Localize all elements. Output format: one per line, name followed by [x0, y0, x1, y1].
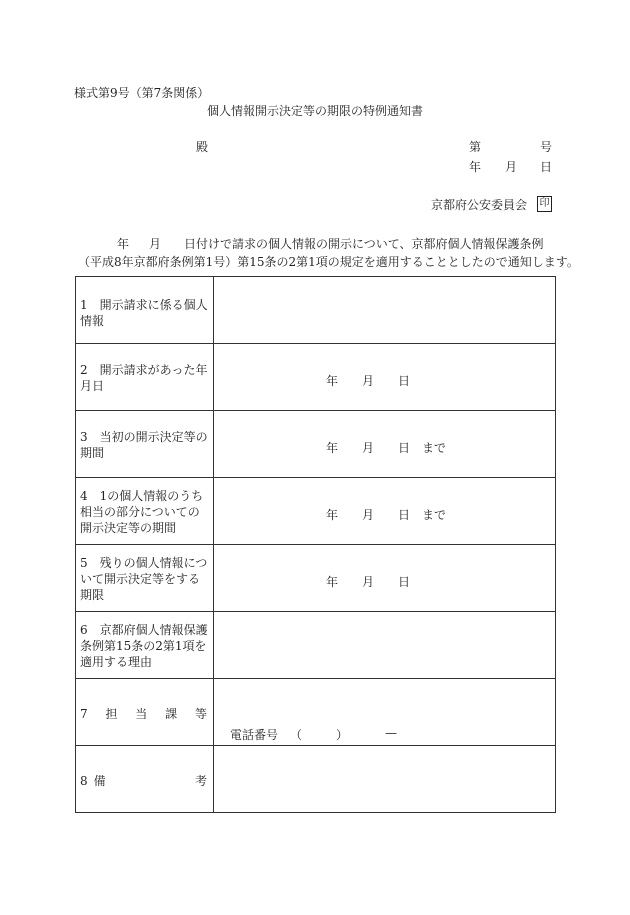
table-row	[76, 411, 556, 478]
label-text: 1の個人情報のうち相当の部分についての開示決定等の期間	[80, 489, 204, 535]
date-day: 日	[540, 160, 553, 174]
number-suffix: 号	[540, 140, 553, 154]
row-label: 6 京都府個人情報保護条例第15条の2第1項を適用する理由	[76, 612, 214, 679]
value-cell[interactable]: 電話番号 （ ） —	[214, 679, 556, 746]
number-prefix: 第	[469, 140, 482, 154]
row-label: 5 残りの個人情報について開示決定等をする期限	[76, 545, 214, 612]
label-text: 当初の開示決定等の期間	[80, 430, 208, 460]
label-text: 開示請求に係る個人情報	[80, 298, 208, 328]
date-month: 月	[505, 160, 518, 174]
row-label: 3 当初の開示決定等の期間	[76, 411, 214, 478]
body-year: 年	[117, 237, 130, 251]
row-label: 4 1の個人情報のうち相当の部分についての開示決定等の期間	[76, 478, 214, 545]
addressee-suffix: 殿	[196, 140, 209, 154]
table-row	[76, 344, 556, 411]
document-title: 個人情報開示決定等の期限の特例通知書	[207, 104, 424, 118]
value-cell[interactable]: 年 月 日	[214, 545, 556, 612]
table-row	[76, 277, 556, 344]
table-row	[76, 478, 556, 545]
row-label: 2 開示請求があった年月日	[76, 344, 214, 411]
label-text: 京都府個人情報保護条例第15条の2第1項を適用する理由	[80, 623, 208, 669]
label-char: 備	[93, 774, 106, 788]
value-cell[interactable]	[214, 612, 556, 679]
table-row	[76, 679, 556, 746]
label-char: 担	[105, 707, 118, 721]
table-row	[76, 746, 556, 813]
label-text: 残りの個人情報について開示決定等をする期限	[80, 556, 208, 602]
notice-table	[75, 276, 556, 813]
value-cell[interactable]	[214, 746, 556, 813]
label-char: 当	[135, 707, 148, 721]
value-cell[interactable]: 年 月 日	[214, 344, 556, 411]
date-year: 年	[469, 160, 482, 174]
body-line1: 日付けで請求の個人情報の開示について、京都府個人情報保護条例	[184, 237, 544, 251]
row-label: 1 開示請求に係る個人情報	[76, 277, 214, 344]
row-label: 8 備 考	[76, 746, 214, 813]
value-cell[interactable]: 年 月 日 まで	[214, 411, 556, 478]
body-line2: （平成8年京都府条例第1号）第15条の2第1項の規定を適用することとしたので通知します。	[78, 255, 579, 269]
phone-label: 電話番号	[230, 728, 279, 742]
label-char: 課	[165, 707, 178, 721]
issuer-name: 京都府公安委員会	[431, 198, 528, 212]
row-label: 7 担 当 課 等	[76, 679, 214, 746]
label-char: 等	[194, 707, 207, 721]
value-cell[interactable]	[214, 277, 556, 344]
table-row	[76, 612, 556, 679]
table-row	[76, 545, 556, 612]
value-cell[interactable]: 年 月 日 まで	[214, 478, 556, 545]
form-number: 様式第9号（第7条関係）	[74, 86, 210, 100]
label-char: 考	[194, 774, 207, 788]
label-text: 開示請求があった年月日	[80, 363, 208, 393]
body-month: 月	[149, 237, 162, 251]
seal-mark: 印	[537, 196, 552, 212]
